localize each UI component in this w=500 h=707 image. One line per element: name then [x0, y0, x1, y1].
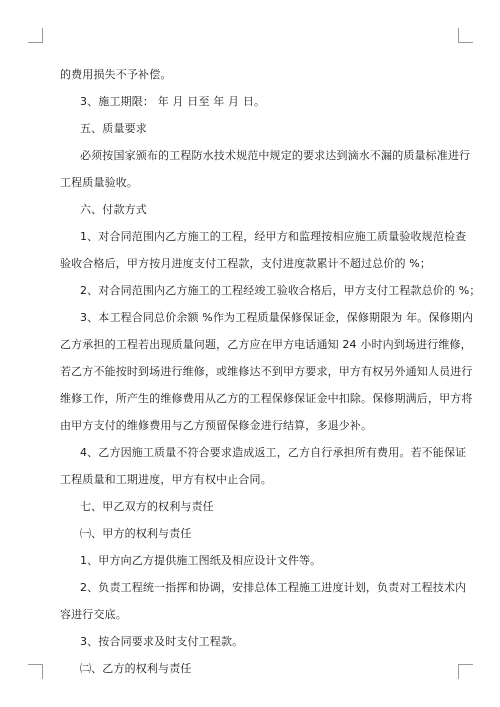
paragraph-line: 工程质量和工期进度，甲方有权中止合同。 [60, 473, 272, 486]
crop-mark-top-left [28, 28, 43, 43]
paragraph-line: 由甲方支付的维修费用与乙方预留保修金进行结算，多退少补。 [60, 419, 373, 432]
paragraph-line: 4、乙方因施工质量不符合要求造成返工，乙方自行承担所有费用。若不能保证 [80, 446, 467, 459]
crop-mark-top-right [458, 28, 473, 43]
paragraph-line: 维修工作，所产生的维修费用从乙方的工程保修保证金中扣除。保修期满后，甲方将 [60, 392, 473, 405]
paragraph-line: 的费用损失不予补偿。 [60, 68, 172, 81]
crop-mark-bottom-left [28, 664, 43, 679]
paragraph-line: 若乙方不能按时到场进行维修，或维修达不到甲方要求，甲方有权另外通知人员进行 [60, 365, 473, 378]
paragraph-line: 乙方承担的工程若出现质量问题，乙方应在甲方电话通知 24 小时内到场进行维修， [60, 338, 472, 351]
paragraph-line: 2、负责工程统一指挥和协调，安排总体工程施工进度计划，负责对工程技术内 [80, 581, 467, 594]
subsection-heading-party-b: ㈡、乙方的权利与责任 [80, 662, 192, 675]
paragraph-line: 工程质量验收。 [60, 176, 139, 189]
paragraph-line: 3、按合同要求及时支付工程款。 [80, 635, 244, 648]
paragraph-line: 容进行交底。 [60, 608, 127, 621]
subsection-heading-party-a: ㈠、甲方的权利与责任 [80, 527, 192, 540]
section-heading-rights: 七、甲乙双方的权利与责任 [80, 500, 214, 513]
paragraph-line: 1、对合同范围内乙方施工的工程，经甲方和监理按相应施工质量验收规范检查 [80, 230, 467, 243]
section-heading-quality: 五、质量要求 [80, 122, 147, 135]
section-heading-payment: 六、付款方式 [80, 203, 147, 216]
paragraph-line: 必须按国家颁布的工程防水技术规范中规定的要求达到滴水不漏的质量标准进行 [80, 149, 471, 162]
crop-mark-bottom-right [458, 664, 473, 679]
paragraph-line: 验收合格后，甲方按月进度支付工程款，支付进度款累计不超过总价的 %； [60, 257, 432, 270]
construction-period-line: 3、施工期限： 年 月 日至 年 月 日。 [80, 95, 266, 108]
paragraph-line: 2、对合同范围内乙方施工的工程经竣工验收合格后，甲方支付工程款总价的 %； [80, 284, 481, 297]
paragraph-line: 1、甲方向乙方提供施工图纸及相应设计文件等。 [80, 554, 322, 567]
paragraph-line: 3、本工程合同总价余额 %作为工程质量保修保证金，保修期限为 年。保修期内 [80, 311, 473, 324]
